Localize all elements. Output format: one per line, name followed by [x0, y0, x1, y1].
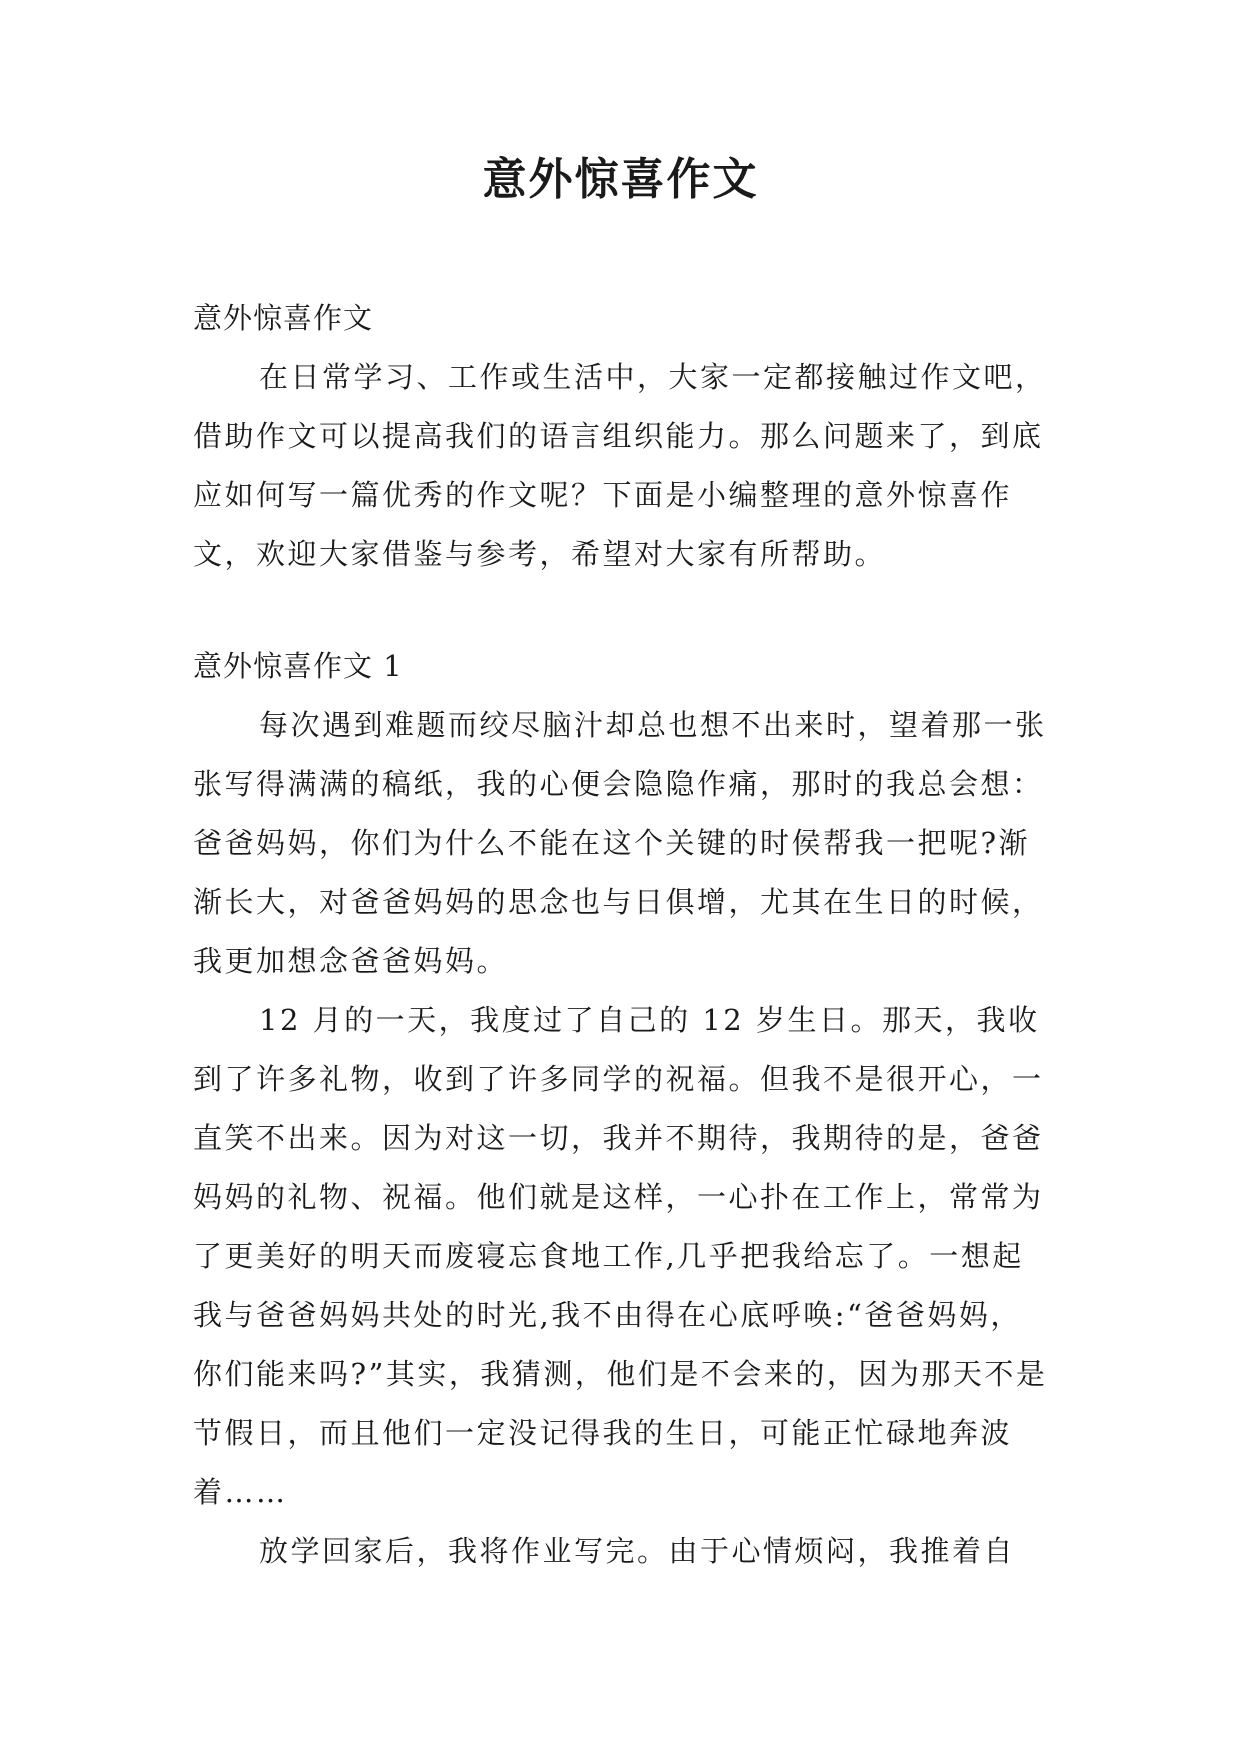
- section-1-paragraph-2: 12 月的一天，我度过了自己的 12 岁生日。那天，我收到了许多礼物，收到了许多同学的祝福。但我不是很开心，一直笑不出来。因为对这一切，我并不期待，我期待的是，爸爸妈妈的礼物、祝福。他们就是这样，一心扑在工作上，常常为了更美好的明天而废寝忘食地工作,几乎把我给忘了。一想起我与爸爸妈妈共处的时光,我不由得在心底呼唤:“爸爸妈妈，你们能来吗?”其实，我猜测，他们是不会来的，因为那天不是节假日，而且他们一定没记得我的生日，可能正忙碌地奔波着……: [193, 1003, 1048, 1509]
- document-title: 意外惊喜作文: [482, 154, 759, 205]
- section-1-paragraph-3: 放学回家后，我将作业写完。由于心情烦闷，我推着自: [259, 1534, 1016, 1568]
- section-spacer: [193, 584, 1051, 637]
- section-1-paragraph-1: 每次遇到难题而绞尽脑汁却总也想不出来时，望着那一张张写得满满的稿纸，我的心便会隐隐作痛，那时的我总会想：爸爸妈妈，你们为什么不能在这个关键的时侯帮我一把呢?渐渐长大，对爸爸妈妈的思念也与日俱增，尤其在生日的时候，我更加想念爸爸妈妈。: [193, 708, 1047, 978]
- section-1-heading: 意外惊喜作文 1: [193, 649, 403, 683]
- document-body: [193, 289, 1051, 1581]
- intro-paragraph: 在日常学习、工作或生活中，大家一定都接触过作文吧，借助作文可以提高我们的语言组织能力。那么问题来了，到底应如何写一篇优秀的作文呢？下面是小编整理的意外惊喜作文，欢迎大家借鉴与参考，希望对大家有所帮助。: [193, 360, 1047, 571]
- subtitle-heading: 意外惊喜作文: [193, 301, 374, 335]
